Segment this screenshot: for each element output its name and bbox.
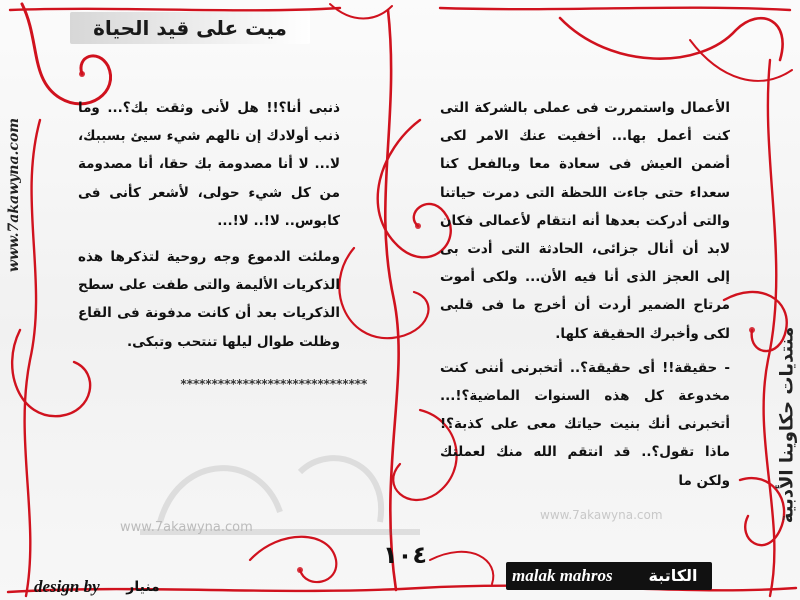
design-credit-label: design by xyxy=(34,577,100,596)
forum-vertical-text: منتديات حكاوينا الأدبية xyxy=(776,326,798,524)
website-vertical-text: www.7akawyna.com xyxy=(6,117,22,273)
watermark-site-text: www.7akawyna.com xyxy=(120,520,253,535)
paragraph: وملئت الدموع وجه روحية لتذكرها هذه الذكريات الأليمة والتى طفت على سطح الذكريات بعد أن كانت مدفونة فى القاع وظلت طوال ليلها تنتحب وتبكى. xyxy=(78,249,340,350)
page-number: ١٠٤ xyxy=(383,541,427,569)
paragraph: - حقيقة!! أى حقيقة؟.. أتخبرنى أننى كنت مخدوعة كل هذه السنوات الماضية؟!... أتخبرنى أنك بنيت حياتك معى على كذبة؟! ماذا تقول؟.. قد انتقم الله منك لعملتك ولكن ما xyxy=(440,359,730,489)
section-separator: ****************************** xyxy=(180,377,367,391)
designer-name: منيار xyxy=(126,579,160,595)
forum-vertical-label xyxy=(774,290,800,560)
left-text-column xyxy=(78,94,340,356)
author-label: الكاتبة xyxy=(648,566,698,585)
right-text-column xyxy=(440,94,730,495)
book-title: ميت على قيد الحياة xyxy=(93,16,287,40)
website-vertical-label xyxy=(2,50,26,340)
watermark-site-text-2: www.7akawyna.com xyxy=(540,508,663,522)
paragraph: ذنبى أنا؟!! هل لأنى وثقت بك؟... وما ذنب أولادك إن نالهم شيء سيئ بسببك، لا... لا أنا مصدومة بك حقا، أنا مصدومة من كل شيء حولى، لأشعر كأنى فى كابوس.. لا!.. لا!... xyxy=(78,100,340,229)
paragraph: الأعمال واستمررت فى عملى بالشركة التى كنت أعمل بها... أخفيت عنك الامر لكى أضمن العيش فى سعادة معا وبالفعل كنا سعداء حتى جاءت اللحظة التى دمرت حياتنا والتى أدركت بعدها أنه انتقام لأعمالى فكان لابد أن أنال جزائى، الحادثة التى أدت بى إلى العجز الذى أنا فيه الأن... ولكى أموت مرتاح الضمير أردت أن أخرج ما فى قلبى لكى وأخبرك الحقيقة كلها. xyxy=(440,100,730,342)
author-name: malak mahros xyxy=(512,566,613,585)
